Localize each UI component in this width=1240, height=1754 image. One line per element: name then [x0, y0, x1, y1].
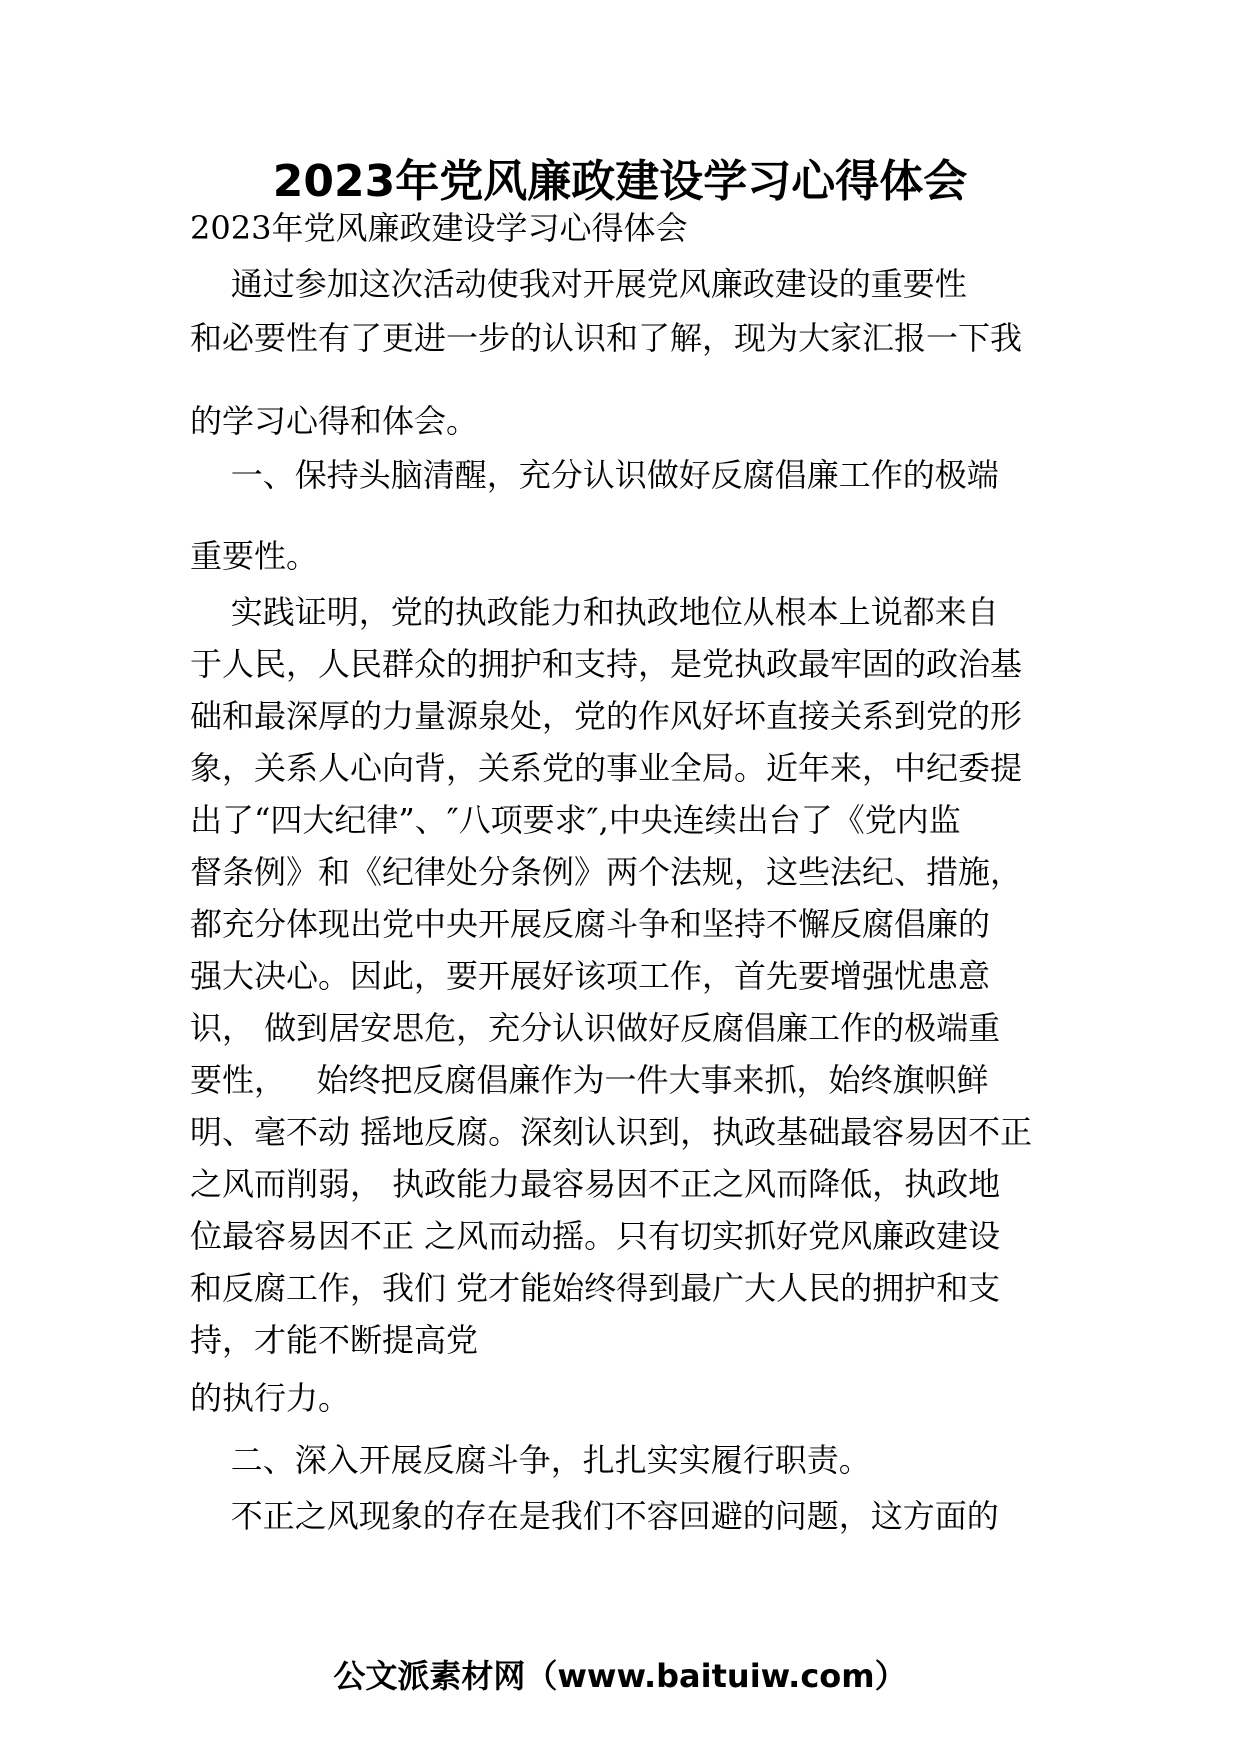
- body-line: 都充分体现出党中央开展反腐斗争和坚持不懈反腐倡廉的: [190, 905, 991, 943]
- section-heading: 一、保持头脑清醒，充分认识做好反腐倡廉工作的极端: [190, 456, 999, 494]
- body-line: 不正之风现象的存在是我们不容回避的问题，这方面的: [190, 1497, 999, 1535]
- body-line: 实践证明，党的执政能力和执政地位从根本上说都来自: [190, 593, 999, 631]
- body-line: 的执行力。: [190, 1379, 351, 1417]
- body-line: 持，才能不断提高党: [190, 1321, 479, 1359]
- body-line: 象，关系人心向背，关系党的事业全局。近年来，中纪委提: [190, 749, 1023, 787]
- body-line: 的学习心得和体会。: [190, 402, 479, 440]
- body-line: 和必要性有了更进一步的认识和了解，现为大家汇报一下我: [190, 319, 1023, 357]
- document-title: 2023年党风廉政建设学习心得体会: [272, 156, 968, 207]
- body-line: 督条例》和《纪律处分条例》两个法规，这些法纪、措施，: [190, 853, 1023, 891]
- footer-watermark: 公文派素材网（www.baituiw.com）: [333, 1657, 907, 1695]
- body-line: 识， 做到居安思危，充分认识做好反腐倡廉工作的极端重: [190, 1009, 1001, 1047]
- body-line: 位最容易因不正 之风而动摇。只有切实抓好党风廉政建设: [190, 1217, 1001, 1255]
- body-line: 和反腐工作，我们 党才能始终得到最广大人民的拥护和支: [190, 1269, 1001, 1307]
- body-line: 通过参加这次活动使我对开展党风廉政建设的重要性: [190, 265, 967, 303]
- body-line: 出了“四大纪律”、″八项要求″,中央连续出台了《党内监: [190, 801, 961, 839]
- body-line: 于人民，人民群众的拥护和支持，是党执政最牢固的政治基: [190, 645, 1023, 683]
- body-line: 强大决心。因此，要开展好该项工作，首先要增强忧患意: [190, 957, 991, 995]
- section-heading: 二、深入开展反腐斗争，扎扎实实履行职责。: [190, 1441, 871, 1479]
- body-line: 之风而削弱， 执政能力最容易因不正之风而降低，执政地: [190, 1165, 1001, 1203]
- body-line: 明、毫不动 摇地反腐。深刻认识到，执政基础最容易因不正: [190, 1113, 1033, 1151]
- section-heading: 重要性。: [190, 537, 319, 575]
- body-line: 2023年党风廉政建设学习心得体会: [190, 209, 688, 247]
- body-line: 础和最深厚的力量源泉处，党的作风好坏直接关系到党的形: [190, 697, 1023, 735]
- body-line: 要性， 始终把反腐倡廉作为一件大事来抓，始终旗帜鲜: [190, 1061, 989, 1099]
